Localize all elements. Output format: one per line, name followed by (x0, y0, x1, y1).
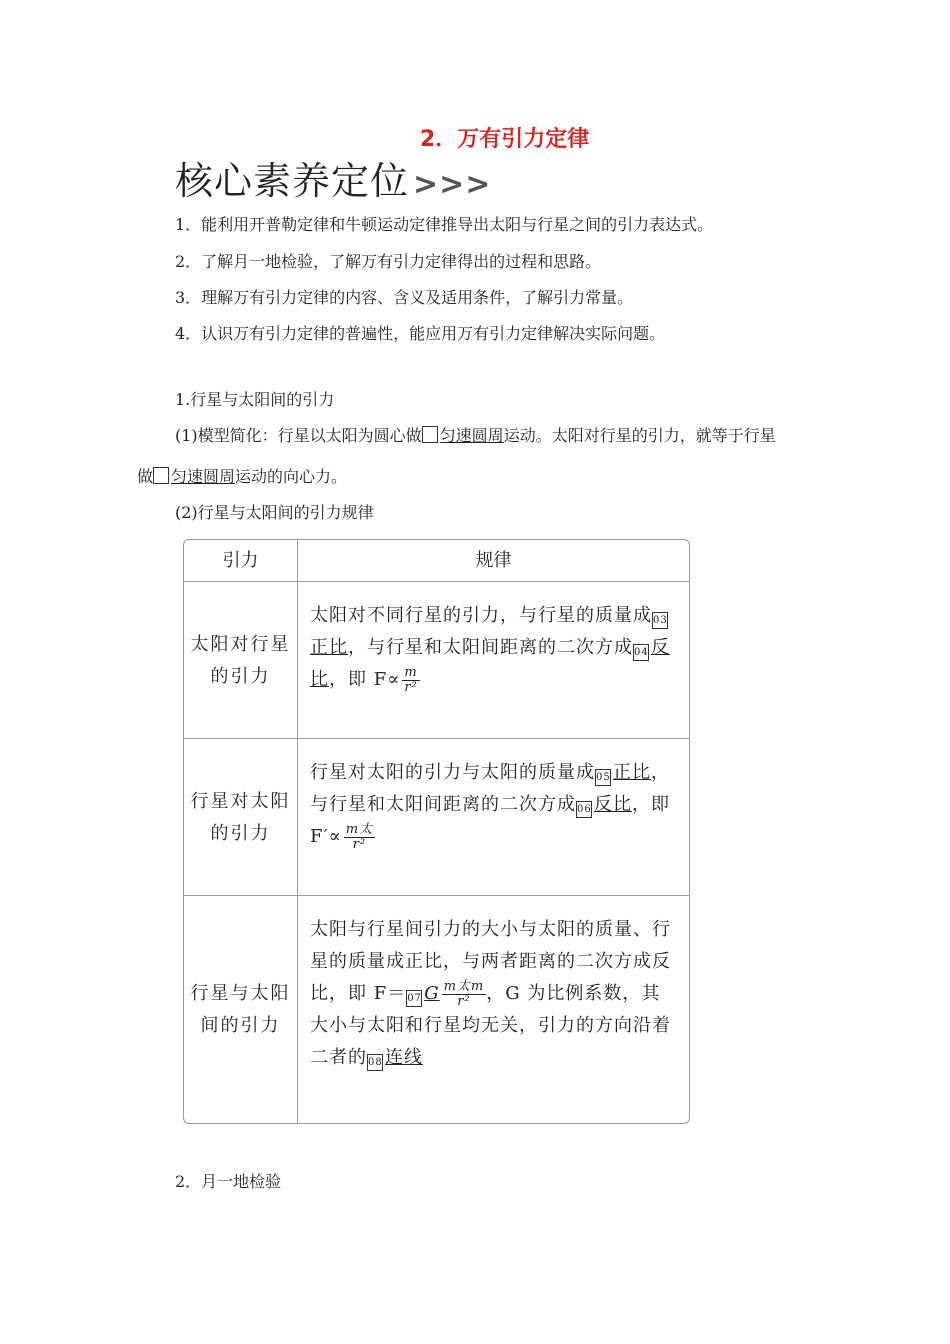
blank-number-box (153, 467, 169, 484)
fraction: $\frac{\text{m太}}{\text{r²}}$ (345, 821, 374, 852)
row-label: 行星与太阳间的引力 (184, 896, 298, 1124)
table-row (184, 738, 689, 896)
answer-blank: 匀速圆周 (422, 426, 504, 445)
goal-item: 4．认识万有引力定律的普遍性，能应用万有引力定律解决实际问题。 (175, 324, 666, 343)
section-1-heading: 1.行星与太阳间的引力 (175, 390, 335, 409)
row-label: 行星对太阳的引力 (184, 739, 298, 896)
goal-item: 3．理解万有引力定律的内容、含义及适用条件，了解引力常量。 (175, 288, 634, 307)
blank-number-box (422, 426, 438, 443)
fraction: $\frac{m}{\text{r²}}$ (404, 664, 418, 695)
section-2-heading: 2．月一地检验 (175, 1172, 282, 1191)
gravity-law-table (183, 539, 690, 1124)
row-rule: 太阳对不同行星的引力，与行星的质量成03正比，与行星和太阳间距离的二次方成04 反比，即 F∝ $\frac{m}{\text{r²}}$ (310, 605, 670, 695)
paragraph-model-cont: 做 匀速圆周运动的向心力。 (137, 467, 348, 486)
fraction: $\frac{\text{m太m}}{\text{r²}}$ (443, 978, 485, 1009)
header-cell-rule: 规律 (475, 550, 512, 571)
table-row (184, 581, 689, 739)
goal-item: 2．了解月一地检验，了解万有引力定律得出的过程和思路。 (175, 252, 602, 271)
paragraph-model: (1)模型简化：行星以太阳为圆心做 匀速圆周运动。太阳对行星的引力，就等于行星 (175, 426, 776, 445)
row-rule: 行星对太阳的引力与太阳的质量成05 正比，与行星和太阳间距离的二次方成06 反比，即 F′∝ $\frac{\text{m太}}{\text{r²}}$ (310, 762, 670, 852)
row-rule: 太阳与行星间引力的大小与太阳的质量、行星的质量成正比，与两者距离的二次方成反比，即 F＝07 G $\frac{\text{m太m}}{\text{r²}}$ ，G 为比例系数，其大小与太阳和行星均无关，引力的方向沿着二者的08 连线 (310, 914, 679, 1074)
table-header (184, 540, 689, 581)
row-label: 太阳对行星的引力 (184, 582, 298, 739)
goal-item: 1．能利用开普勒定律和牛顿运动定律推导出太阳与行星之间的引力表达式。 (175, 215, 714, 234)
chevron-right-icon: >>> (413, 167, 492, 202)
table-row (184, 895, 689, 1124)
section-heading (175, 150, 491, 205)
paragraph-rule-heading: (2)行星与太阳间的引力规律 (175, 503, 374, 522)
header-cell-force: 引力 (184, 540, 298, 581)
answer-blank: 匀速圆周 (153, 467, 235, 486)
section-heading-text: 核心素养定位 (175, 159, 410, 203)
page-title: 2．万有引力定律 (420, 127, 590, 152)
